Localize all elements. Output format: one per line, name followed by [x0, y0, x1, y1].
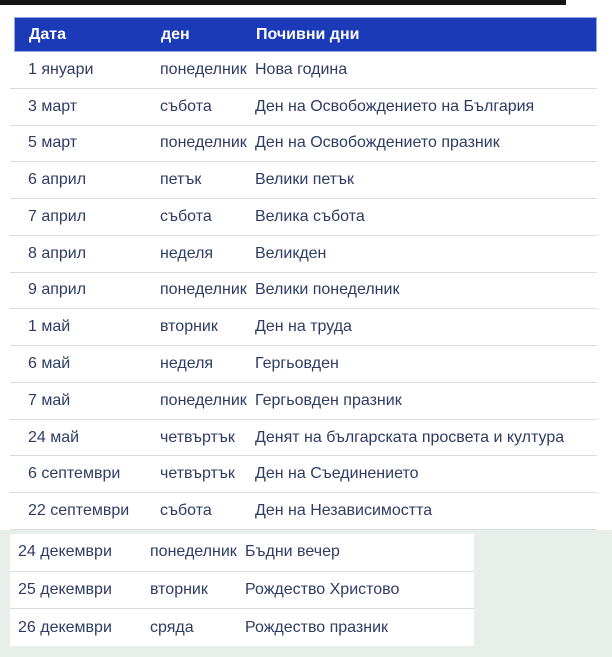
cell-day: събота: [160, 207, 212, 225]
cell-date: 1 януари: [28, 60, 94, 78]
table-row: [10, 420, 597, 457]
table-row: [10, 162, 597, 199]
cell-day: вторник: [160, 318, 218, 336]
cell-date: 6 май: [28, 355, 71, 372]
cell-holiday: Денят на българската просвета и култура: [255, 428, 565, 446]
cell-day: четвъртък: [160, 428, 235, 446]
cell-date: 5 март: [28, 134, 78, 152]
cell-date: 6 септември: [28, 465, 121, 483]
cell-holiday: Гергьовден празник: [255, 391, 402, 409]
top-edge-bar: [0, 0, 566, 5]
table-row: [10, 199, 597, 236]
cell-day: сряда: [150, 618, 194, 636]
cell-holiday: Рождество Христово: [245, 581, 400, 598]
table-row: [10, 52, 597, 89]
cell-day: вторник: [150, 581, 208, 598]
cell-date: 22 септември: [28, 502, 130, 520]
cell-holiday: Нова година: [255, 60, 348, 78]
table-header-row: [14, 17, 597, 52]
holidays-table-body: [10, 52, 597, 530]
cell-holiday: Велики понеделник: [255, 281, 400, 299]
cell-day: понеделник: [160, 60, 247, 78]
cell-date: 1 май: [28, 318, 71, 336]
cell-day: четвъртък: [160, 465, 235, 483]
cell-day: понеделник: [160, 134, 247, 152]
cell-day: понеделник: [160, 391, 247, 409]
cell-date: 3 март: [28, 97, 78, 115]
cell-holiday: Бъдни вечер: [245, 543, 340, 561]
cell-day: неделя: [160, 355, 214, 372]
cell-holiday: Рождество празник: [245, 618, 389, 636]
table-row: [10, 126, 597, 163]
cell-date: 7 април: [28, 207, 87, 225]
cell-holiday: Ден на труда: [255, 318, 352, 336]
table-row: [10, 383, 597, 420]
cell-holiday: Ден на Освобождението на България: [255, 97, 535, 115]
cell-holiday: Великден: [255, 244, 327, 262]
cell-date: 8 април: [28, 244, 87, 262]
cell-date: 6 април: [28, 171, 87, 189]
cell-date: 26 декември: [18, 618, 112, 636]
cell-day: понеделник: [160, 281, 247, 299]
table-row: [10, 493, 597, 530]
cell-date: 24 декември: [18, 543, 112, 561]
table-row: [10, 534, 474, 572]
table-row: [10, 572, 474, 610]
table-row: [10, 456, 597, 493]
december-rows-panel: [10, 534, 474, 646]
cell-date: 9 април: [28, 281, 87, 299]
table-row: [10, 273, 597, 310]
column-header-date: Дата: [29, 25, 67, 43]
table-row: [10, 89, 597, 126]
cell-day: събота: [160, 502, 212, 520]
cell-holiday: Ден на Независимостта: [255, 502, 433, 520]
cell-holiday: Ден на Освобождението празник: [255, 134, 500, 152]
table-row: [10, 346, 597, 383]
cell-date: 7 май: [28, 391, 71, 409]
cell-day: петък: [160, 171, 202, 189]
table-row: [10, 309, 597, 346]
cell-holiday: Велики петък: [255, 171, 355, 189]
column-header-holidays: Почивни дни: [256, 25, 360, 43]
column-header-day: ден: [161, 25, 190, 43]
cell-day: събота: [160, 97, 212, 115]
cell-holiday: Гергьовден: [255, 355, 339, 372]
cell-day: неделя: [160, 244, 214, 262]
cell-holiday: Велика събота: [255, 207, 365, 225]
cell-holiday: Ден на Съединението: [255, 465, 419, 483]
table-row: [10, 236, 597, 273]
table-row: [10, 609, 474, 646]
cell-day: понеделник: [150, 543, 237, 561]
cell-date: 24 май: [28, 428, 80, 446]
cell-date: 25 декември: [18, 581, 112, 598]
